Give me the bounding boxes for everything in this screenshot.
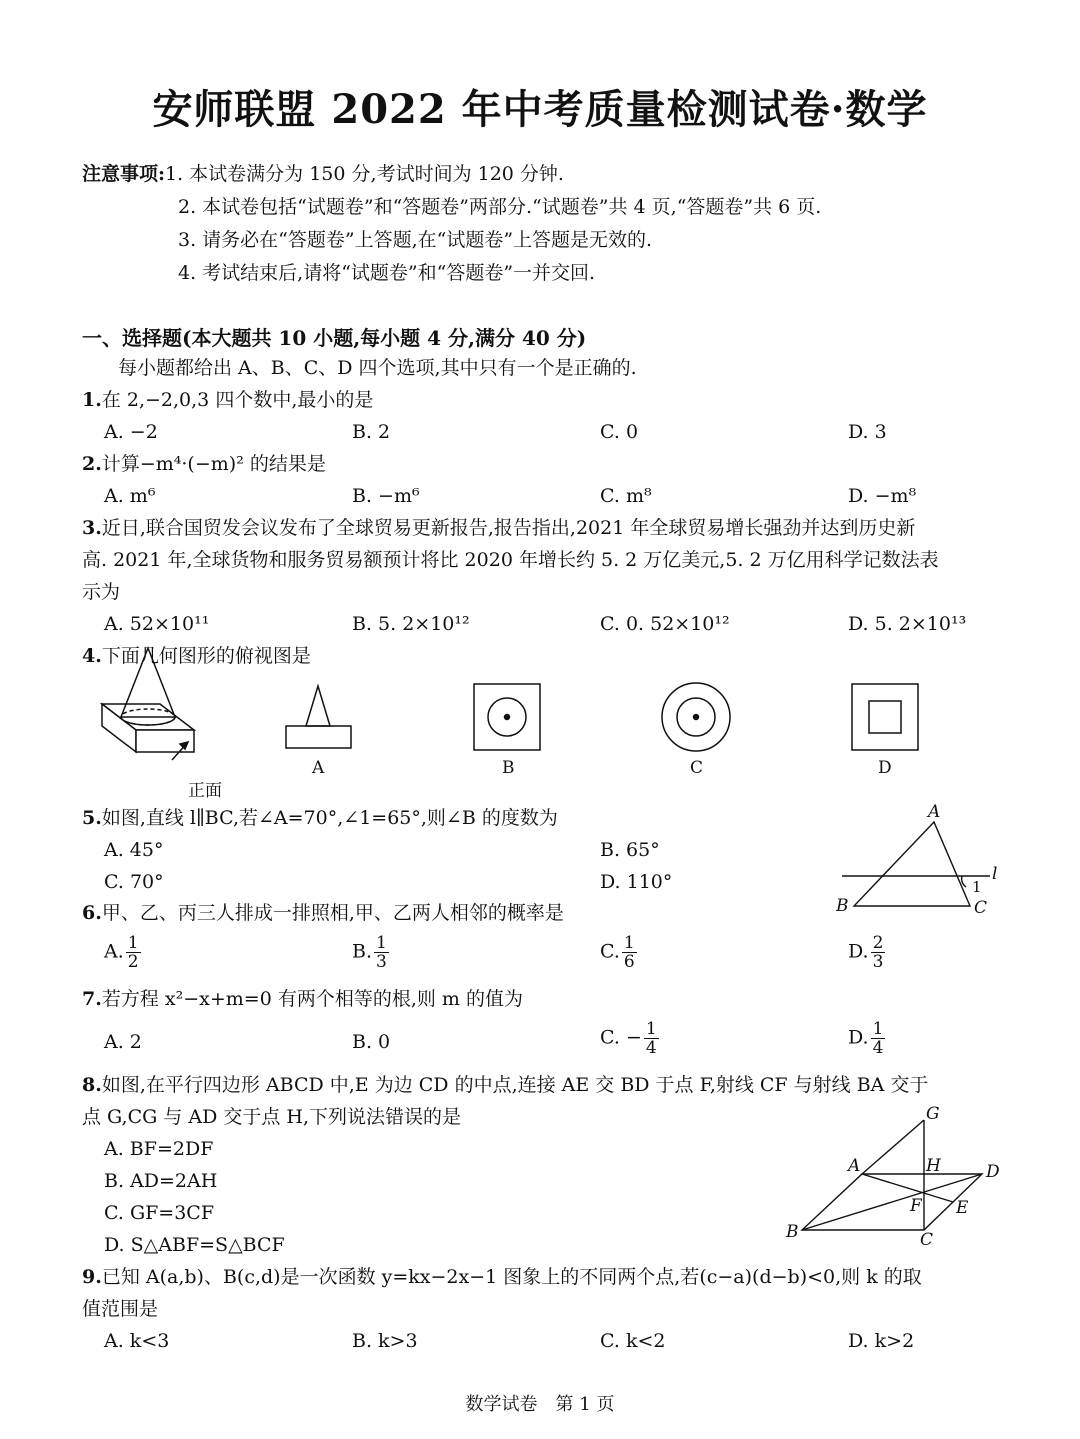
numerator: 1 (872, 1019, 884, 1039)
q3-option-a: A. 52×10¹¹ (104, 613, 210, 635)
q9-option-d: D. k>2 (848, 1330, 915, 1352)
q9-option-a: A. k<3 (104, 1330, 170, 1352)
q1-option-c: C. 0 (600, 421, 639, 443)
q2-option-b: B. −m⁶ (352, 485, 420, 507)
option-label: D. (848, 1026, 869, 1049)
question-text-line-1: 已知 A(a,b)、B(c,d)是一次函数 y=kx−2x−1 图象上的不同两个点,若(c−a)(d−b)<0,则 k 的取 (101, 1266, 922, 1288)
q3-option-d: D. 5. 2×10¹³ (848, 613, 967, 635)
question-7 (82, 987, 523, 1011)
q1-option-a: A. −2 (104, 421, 158, 443)
q3-option-c: C. 0. 52×10¹² (600, 613, 730, 635)
question-number: 9. (82, 1266, 102, 1288)
q4-option-d-label: D (878, 758, 892, 778)
q6-option-a (104, 934, 141, 971)
q8-point-h-label: H (926, 1156, 941, 1176)
question-number: 6. (82, 902, 102, 924)
q8-option-a: A. BF=2DF (104, 1138, 214, 1160)
denominator: 6 (623, 952, 635, 972)
option-label: B. (352, 940, 373, 963)
page-title: 安师联盟 2022 年中考质量检测试卷·数学 (152, 86, 928, 133)
option-a-figure (286, 686, 351, 748)
q7-option-a: A. 2 (104, 1031, 142, 1053)
notice-item-1: 1. 本试卷满分为 150 分,考试时间为 120 分钟. (165, 163, 564, 185)
numerator: 1 (623, 933, 635, 953)
question-number: 2. (82, 453, 102, 475)
question-text: 下面几何图形的俯视图是 (101, 645, 311, 667)
section-instruction: 每小题都给出 A、B、C、D 四个选项,其中只有一个是正确的. (118, 357, 637, 379)
q5-line-l-label: l (992, 864, 998, 884)
q5-option-b: B. 65° (600, 839, 660, 861)
question-6 (82, 901, 564, 925)
q5-angle-1-label: 1 (972, 878, 982, 896)
q1-option-b: B. 2 (352, 421, 391, 443)
denominator: 3 (872, 952, 884, 972)
option-label: C. (600, 940, 620, 963)
solid-figure (102, 648, 194, 760)
q5-point-a-label: A (928, 802, 941, 822)
q1-option-d: D. 3 (848, 421, 887, 443)
question-8 (82, 1073, 928, 1097)
q2-option-d: D. −m⁸ (848, 485, 917, 507)
fraction (374, 934, 389, 971)
q7-option-b: B. 0 (352, 1031, 391, 1053)
question-text-line-2: 高. 2021 年,全球货物和服务贸易额预计将比 2020 年增长约 5. 2 万亿美元,5. 2 万亿用科学记数法表 (82, 549, 939, 571)
front-label: 正面 (188, 781, 222, 801)
q4-option-b-label: B (502, 758, 515, 778)
question-number: 4. (82, 645, 102, 667)
numerator: 1 (127, 933, 139, 953)
q5-triangle-figure (842, 822, 990, 906)
question-5 (82, 806, 558, 830)
fraction (622, 934, 637, 971)
denominator: 3 (376, 952, 387, 972)
q8-point-b-label: B (786, 1222, 799, 1242)
q9-option-c: C. k<2 (600, 1330, 666, 1352)
question-text-line-2: 点 G,CG 与 AD 交于点 H,下列说法错误的是 (82, 1106, 462, 1128)
notice-item-2: 2. 本试卷包括“试题卷”和“答题卷”两部分.“试题卷”共 4 页,“答题卷”共 6 页. (178, 196, 822, 218)
question-text: 在 2,−2,0,3 四个数中,最小的是 (101, 389, 374, 411)
question-number: 5. (82, 807, 102, 829)
question-text-line-1: 近日,联合国贸发会议发布了全球贸易更新报告,报告指出,2021 年全球贸易增长强劲并达到历史新 (101, 517, 916, 539)
question-9 (82, 1265, 922, 1289)
q8-point-c-label: C (920, 1230, 934, 1250)
q8-option-c: C. GF=3CF (104, 1202, 215, 1224)
page-footer: 数学试卷 第 1 页 (465, 1394, 615, 1415)
question-text: 甲、乙、丙三人排成一排照相,甲、乙两人相邻的概率是 (101, 902, 564, 924)
q8-option-d: D. S△ABF=S△BCF (104, 1234, 285, 1256)
question-text: 如图,直线 l∥BC,若∠A=70°,∠1=65°,则∠B 的度数为 (101, 807, 558, 829)
q6-option-b (352, 934, 389, 971)
q5-option-a: A. 45° (104, 839, 164, 861)
numerator: 1 (645, 1019, 657, 1039)
q5-option-d: D. 110° (600, 871, 673, 893)
question-text: 若方程 x²−x+m=0 有两个相等的根,则 m 的值为 (101, 988, 523, 1010)
option-label: D. (848, 940, 869, 963)
question-number: 7. (82, 988, 102, 1010)
q8-parallelogram-figure (802, 1120, 982, 1230)
section-heading: 一、选择题(本大题共 10 小题,每小题 4 分,满分 40 分) (82, 326, 587, 350)
question-text-line-1: 如图,在平行四边形 ABCD 中,E 为边 CD 的中点,连接 AE 交 BD 于点 F,射线 CF 与射线 BA 交于 (101, 1074, 929, 1096)
option-label: A. (104, 940, 124, 963)
q8-point-f-label: F (910, 1196, 922, 1216)
q9-option-b: B. k>3 (352, 1330, 418, 1352)
fraction (871, 934, 886, 971)
notice-head: 注意事项: (82, 163, 166, 185)
fraction (126, 934, 141, 971)
numerator: 1 (376, 933, 387, 953)
question-number: 3. (82, 517, 102, 539)
q3-option-b: B. 5. 2×10¹² (352, 613, 470, 635)
q8-point-e-label: E (956, 1198, 969, 1218)
q7-option-c (600, 1020, 659, 1057)
option-d-figure (852, 684, 918, 750)
question-text: 计算−m⁴·(−m)² 的结果是 (101, 453, 326, 475)
notice-item-4: 4. 考试结束后,请将“试题卷”和“答题卷”一并交回. (178, 262, 596, 284)
denominator: 4 (645, 1038, 657, 1058)
q8-point-d-label: D (986, 1162, 1000, 1182)
q2-option-c: C. m⁸ (600, 485, 652, 507)
option-label: C. − (600, 1026, 642, 1049)
q8-option-b: B. AD=2AH (104, 1170, 218, 1192)
q5-option-c: C. 70° (104, 871, 164, 893)
question-number: 1. (82, 389, 102, 411)
question-text-line-3: 示为 (82, 581, 121, 603)
q8-point-g-label: G (926, 1104, 940, 1124)
q2-option-a: A. m⁶ (104, 485, 156, 507)
q6-option-c (600, 934, 637, 971)
denominator: 2 (127, 952, 139, 972)
notice-item-3: 3. 请务必在“答题卷”上答题,在“试题卷”上答题是无效的. (178, 229, 653, 251)
question-text-line-2: 值范围是 (82, 1298, 159, 1320)
q7-option-d (848, 1020, 885, 1057)
denominator: 4 (872, 1038, 884, 1058)
q4-option-c-label: C (690, 758, 704, 778)
q6-option-d (848, 934, 885, 971)
q5-point-c-label: C (974, 898, 988, 918)
q4-option-a-label: A (312, 758, 325, 778)
option-c-figure (662, 683, 730, 751)
question-number: 8. (82, 1074, 102, 1096)
option-b-figure (474, 684, 540, 750)
fraction (644, 1020, 659, 1057)
q5-point-b-label: B (836, 896, 849, 916)
fraction (871, 1020, 886, 1057)
q8-point-a-label: A (848, 1156, 861, 1176)
numerator: 2 (872, 933, 884, 953)
